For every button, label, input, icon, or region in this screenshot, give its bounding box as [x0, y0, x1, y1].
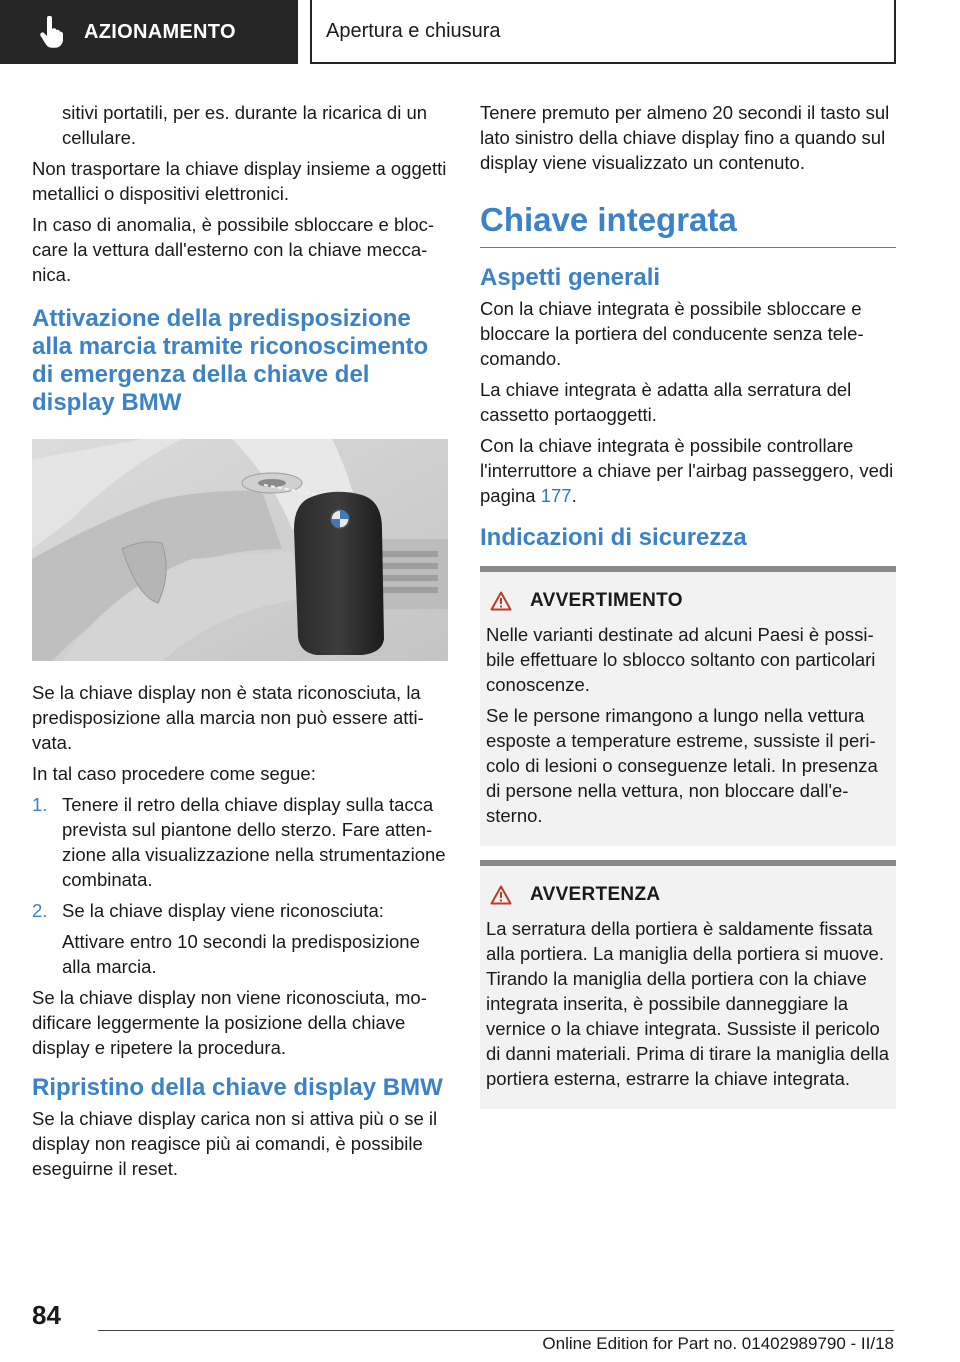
- left-column: [32, 100, 448, 1187]
- warning-triangle-icon: [490, 885, 512, 905]
- chapter-heading: Chiave integrata: [480, 201, 896, 248]
- page-number: 84: [32, 1300, 61, 1330]
- list-item: [32, 898, 448, 923]
- section-tab: [0, 0, 298, 64]
- paragraph: Nelle varianti destinate ad alcuni Paesi è possibile effettuare lo sblocco soltanto con particolari conoscenze.: [486, 624, 876, 695]
- section-heading: Indicazioni di sicurezza: [480, 524, 747, 551]
- list-text: Se la chiave display viene riconosciuta:: [62, 900, 384, 921]
- section-heading: Aspetti generali: [480, 264, 661, 291]
- paragraph: La serratura della portiera è saldamente fissata alla portiera. La maniglia della portiera si muove. Tirando la maniglia della portiera con la chiave integrata inserita, è possibile danneggiare la vernice o la chiave integrata. Sussiste il pericolo di danni materiali. Prima di tirare la maniglia della portiera esterna, estrarre la chiave integrata.: [486, 918, 890, 1089]
- paragraph: Non trasportare la chiave display insieme a oggetti metallici o dispositivi elettronici.: [32, 158, 447, 204]
- paragraph: sitivi portatili, per es. durante la ricarica di un cellulare.: [62, 102, 428, 148]
- paragraph: Se le persone rimangono a lungo nella vettura esposte a temperature estreme, sussiste il pericolo di lesioni o conseguenze letali. In presenza di persone nella vettura, non bloccare dall'esterno.: [486, 705, 878, 826]
- paragraph: In caso di anomalia, è possibile sbloccare e bloccare la vettura dall'esterno con la chiave meccanica.: [32, 214, 435, 285]
- notice-title: AVVERTENZA: [530, 884, 661, 905]
- section-title: AZIONAMENTO: [84, 20, 236, 43]
- warning-triangle-icon: [490, 591, 512, 611]
- warning-title: AVVERTIMENTO: [530, 590, 683, 611]
- section-heading: Attivazione della predisposizione alla marcia tramite riconoscimento di emergenza della chiave del display BMW: [32, 305, 429, 416]
- paragraph: [480, 433, 896, 508]
- hand-pointer-icon: [38, 16, 64, 48]
- paragraph: In tal caso procedere come segue:: [32, 763, 316, 784]
- paragraph: La chiave integrata è adatta alla serratura del cassetto portaoggetti.: [480, 379, 852, 425]
- paragraph: Se la chiave display non è stata riconosciuta, la predisposizione alla marcia non può essere attivata.: [32, 682, 424, 753]
- list-number: 2.: [32, 900, 48, 921]
- paragraph: Tenere premuto per almeno 20 secondi il tasto sul lato sinistro della chiave display fino a quando sul display viene visualizzato un contenuto.: [480, 102, 890, 173]
- chapter-title: Apertura e chiusura: [326, 19, 501, 42]
- notice-box: [480, 860, 896, 1109]
- paragraph: Se la chiave display non viene riconosciuta, modificare leggermente la posizione della chiave display e ripetere la procedura.: [32, 987, 427, 1058]
- list-item: [32, 792, 448, 892]
- footer-divider: [98, 1330, 894, 1331]
- paragraph: Attivare entro 10 secondi la predisposizione alla marcia.: [62, 931, 420, 977]
- edition-note: Online Edition for Part no. 01402989790 - II/18: [542, 1334, 894, 1353]
- section-heading: Ripristino della chiave display BMW: [32, 1074, 443, 1101]
- page-link[interactable]: 177: [540, 485, 572, 506]
- paragraph-text: .: [571, 485, 577, 506]
- list-text: Tenere il retro della chiave display sulla tacca prevista sul piantone dello sterzo. Fare attenzione alla visualizzazione nella strumentazione combinata.: [62, 794, 446, 890]
- paragraph: Con la chiave integrata è possibile sbloccare e bloccare la portiera del conducente senza telecomando.: [480, 298, 864, 369]
- display-key-photo: [32, 439, 448, 661]
- chapter-tab: [310, 0, 896, 64]
- paragraph-text: Con la chiave integrata è possibile controllare l'interruttore a chiave per l'airbag passeggero, vedi pagina: [480, 435, 894, 506]
- paragraph: Se la chiave display carica non si attiva più o se il display non reagisce più ai comandi, è possibile eseguirne il reset.: [32, 1108, 438, 1179]
- list-number: 1.: [32, 794, 48, 815]
- warning-box: [480, 566, 896, 846]
- right-column: [480, 100, 896, 1109]
